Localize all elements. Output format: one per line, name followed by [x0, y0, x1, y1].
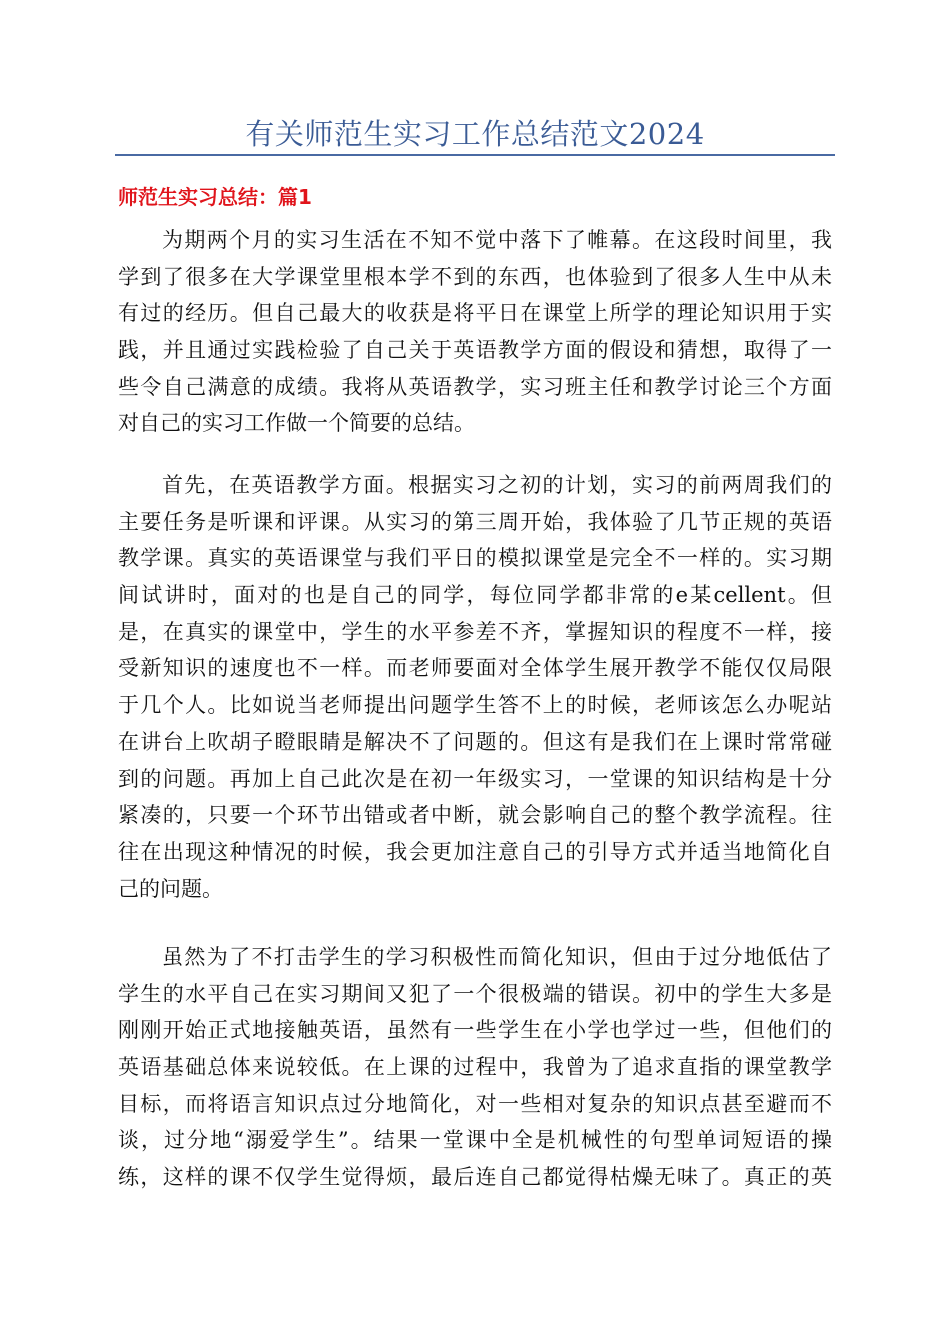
title-underline: [115, 154, 835, 156]
paragraph-line: 对自己的实习工作做一个简要的总结。: [118, 411, 475, 436]
document-title: 有关师范生实习工作总结范文2024: [245, 117, 705, 151]
paragraph-line: 练，这样的课不仅学生觉得烦，最后连自己都觉得枯燥无味了。真正的英: [118, 1165, 832, 1190]
paragraph-line: 于几个人。比如说当老师提出问题学生答不上的时候，老师该怎么办呢站: [118, 693, 832, 718]
section-heading: 师范生实习总结：篇1: [118, 185, 312, 209]
paragraph-line: 受新知识的速度也不一样。而老师要面对全体学生展开教学不能仅仅局限: [118, 656, 832, 681]
paragraph-line: 虽然为了不打击学生的学习积极性而简化知识，但由于过分地低估了: [162, 945, 832, 969]
paragraph-line: 是，在真实的课堂中，学生的水平参差不齐，掌握知识的程度不一样，接: [118, 619, 832, 644]
paragraph-line: 有过的经历。但自己最大的收获是将平日在课堂上所学的理论知识用于实: [118, 301, 832, 326]
paragraph-line: 刚刚开始正式地接触英语，虽然有一些学生在小学也学过一些，但他们的: [118, 1018, 832, 1043]
paragraph-line: 往在出现这种情况的时候，我会更加注意自己的引导方式并适当地简化自: [118, 839, 832, 864]
paragraph-line: 学到了很多在大学课堂里根本学不到的东西，也体验到了很多人生中从未: [118, 264, 832, 289]
paragraph-line: 为期两个月的实习生活在不知不觉中落下了帷幕。在这段时间里，我: [162, 228, 832, 252]
paragraph-line: 主要任务是听课和评课。从实习的第三周开始，我体验了几节正规的英语: [118, 509, 832, 534]
paragraph-line: 己的问题。: [118, 876, 223, 901]
paragraph-line: 紧凑的，只要一个环节出错或者中断，就会影响自己的整个教学流程。往: [118, 803, 832, 828]
paragraph-line: 在讲台上吹胡子瞪眼睛是解决不了问题的。但这有是我们在上课时常常碰: [118, 729, 832, 754]
paragraph-line: 教学课。真实的英语课堂与我们平日的模拟课堂是完全不一样的。实习期: [118, 546, 832, 571]
paragraph-line: 目标，而将语言知识点过分地简化，对一些相对复杂的知识点甚至避而不: [118, 1091, 832, 1116]
paragraph-1: [118, 222, 832, 442]
paragraph-3: [118, 939, 832, 1196]
paragraph-line: 间试讲时，面对的也是自己的同学，每位同学都非常的e某cellent。但: [118, 583, 832, 608]
paragraph-line: 践，并且通过实践检验了自己关于英语教学方面的假设和猜想，取得了一: [118, 338, 832, 363]
paragraph-line: 英语基础总体来说较低。在上课的过程中，我曾为了追求直指的课堂教学: [118, 1055, 832, 1080]
paragraph-line: 谈，过分地“溺爱学生”。结果一堂课中全是机械性的句型单词短语的操: [118, 1128, 832, 1153]
paragraph-line: 首先，在英语教学方面。根据实习之初的计划，实习的前两周我们的: [162, 473, 832, 497]
paragraph-line: 学生的水平自己在实习期间又犯了一个很极端的错误。初中的学生大多是: [118, 981, 832, 1006]
paragraph-2: [118, 467, 832, 907]
paragraph-line: 些令自己满意的成绩。我将从英语教学，实习班主任和教学讨论三个方面: [118, 374, 832, 399]
paragraph-line: 到的问题。再加上自己此次是在初一年级实习，一堂课的知识结构是十分: [118, 766, 832, 791]
